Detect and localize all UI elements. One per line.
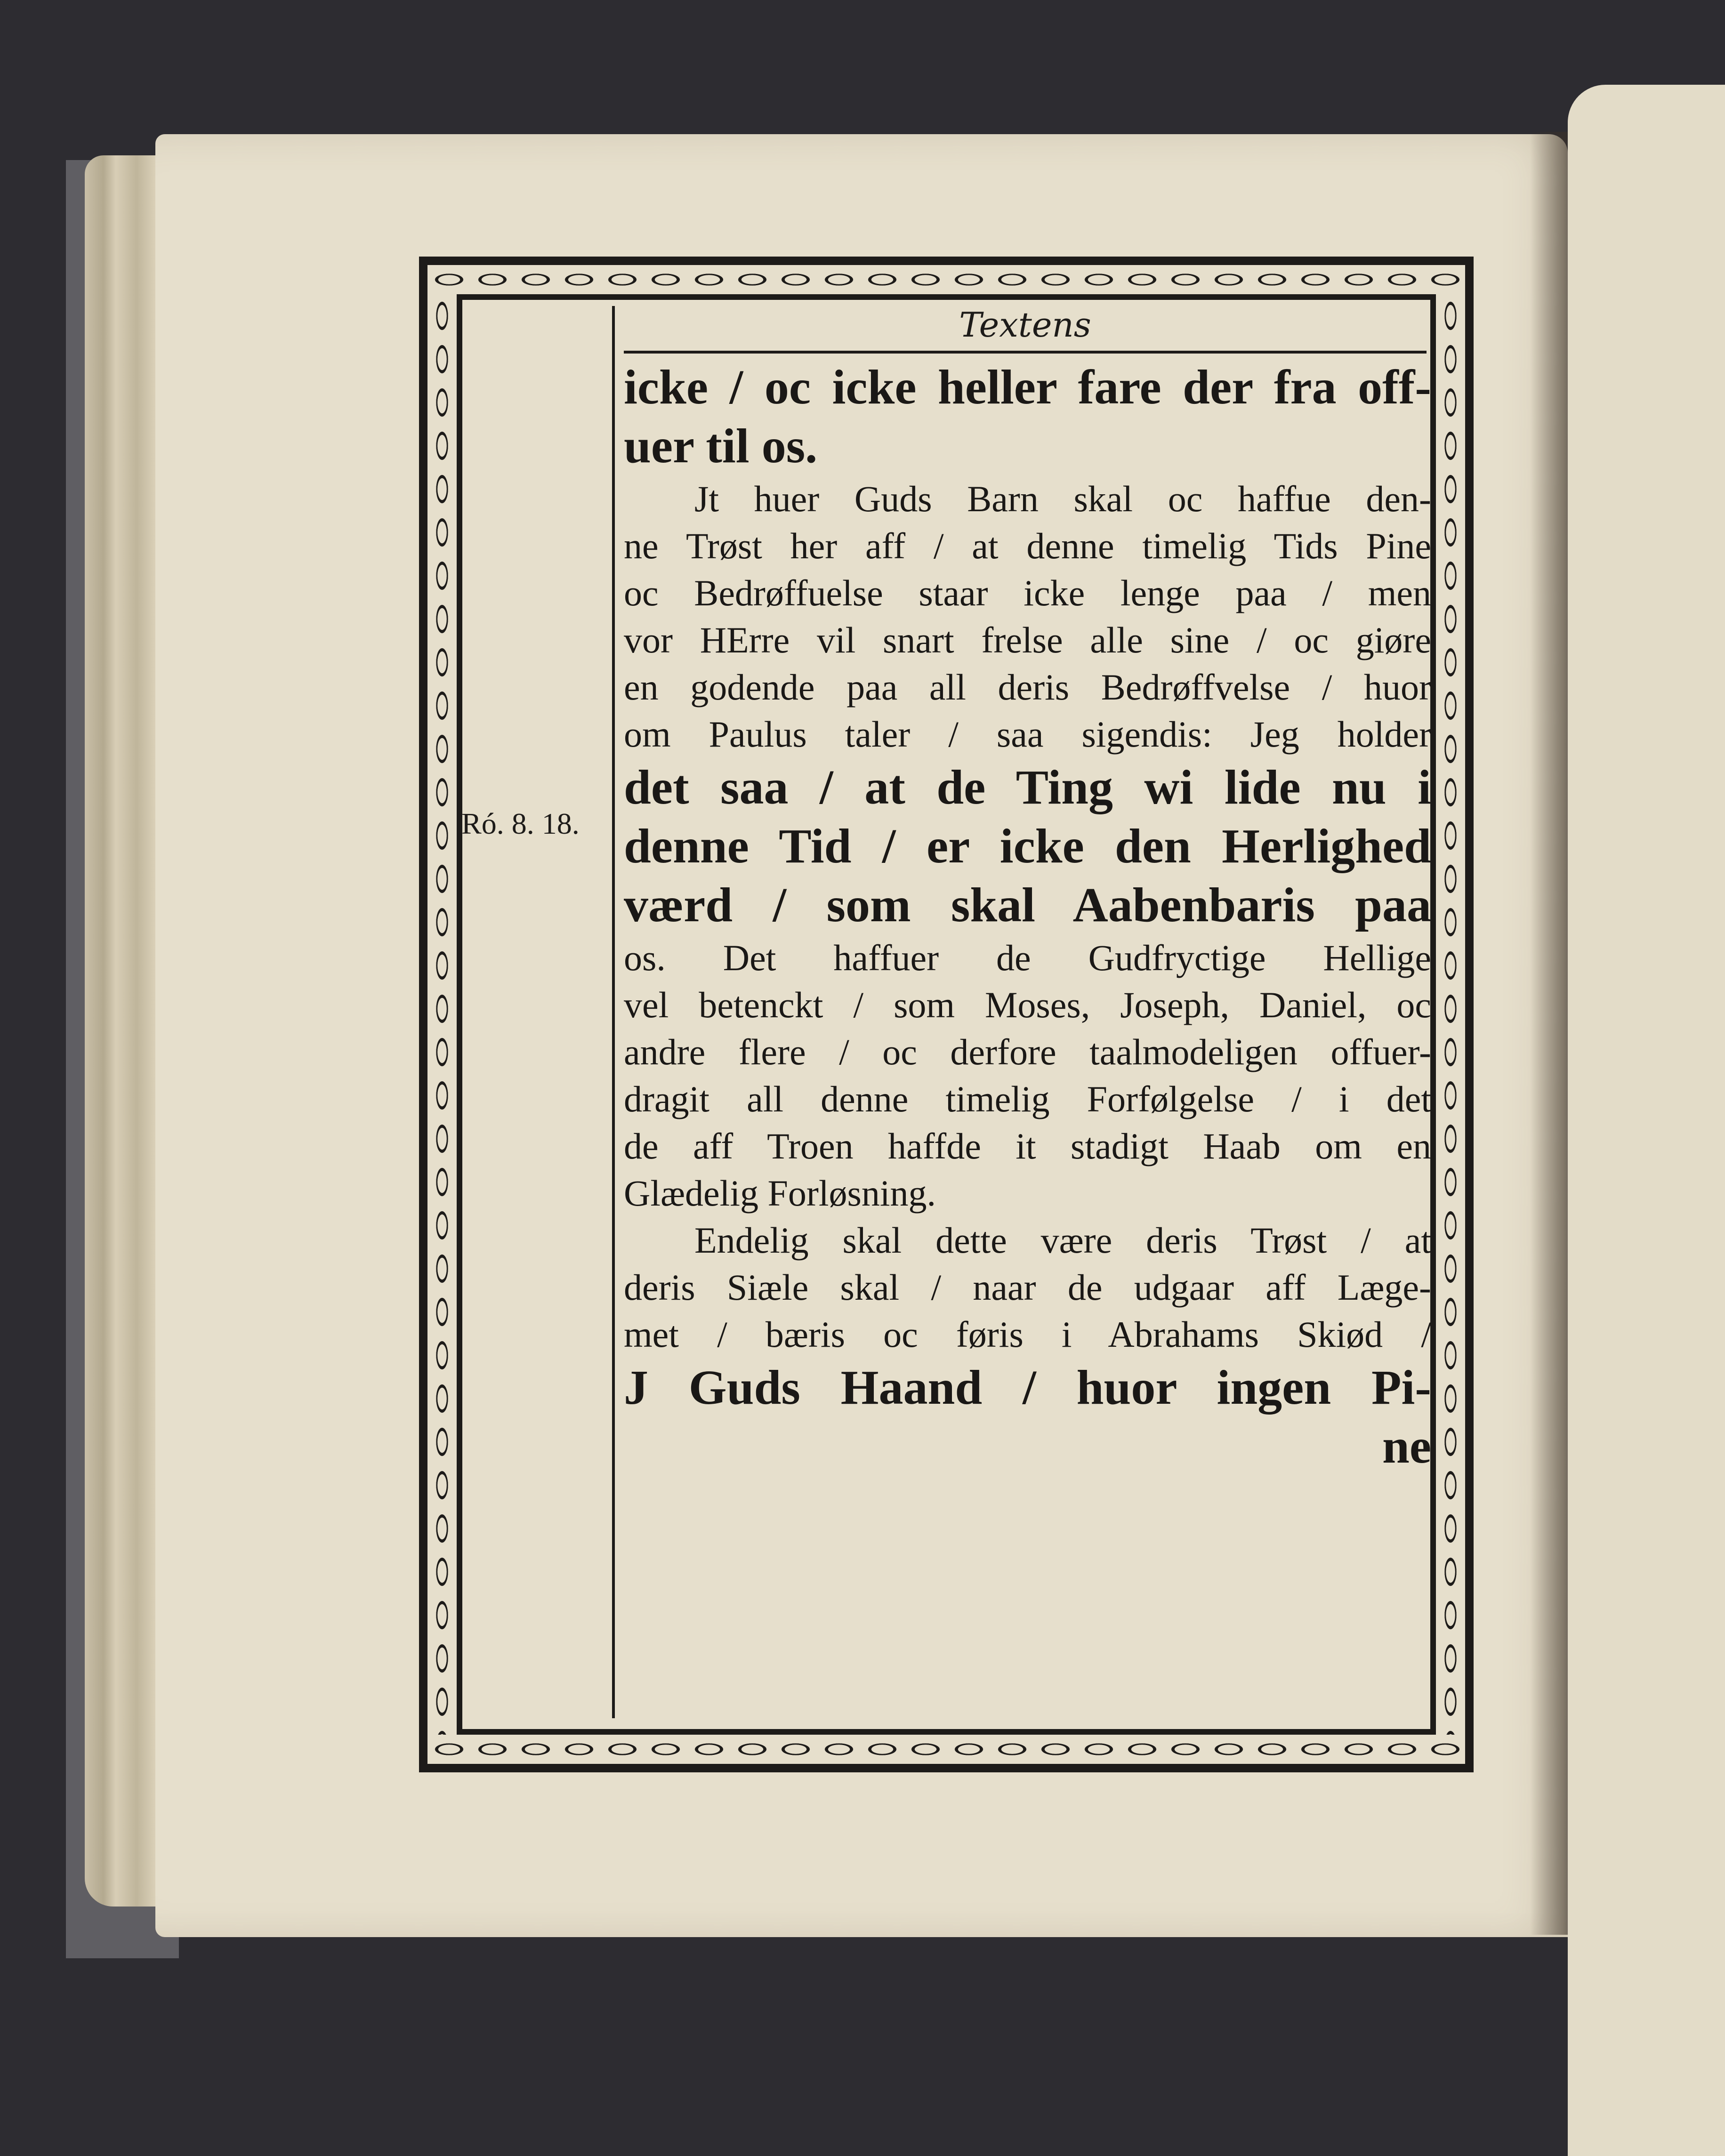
text-line: met / bæris oc føris i Abrahams Skiød / (624, 1314, 1431, 1355)
right-page-partial (1568, 85, 1725, 2156)
text-line: dragit all denne timelig Forfølgelse / i det (624, 1078, 1431, 1119)
text-line: Glædelig Forløsning. (624, 1173, 936, 1214)
text-line: de aff Troen haffde it stadigt Haab om en (624, 1126, 1431, 1166)
text-line: J Guds Haand / huor ingen Pi- (624, 1360, 1431, 1415)
text-line: oc Bedrøffuelse staar icke lenge paa / men (624, 572, 1431, 613)
text-line: vor HErre vil snart frelse alle sine / oc giøre (624, 619, 1431, 660)
running-head: Textens (959, 305, 1091, 345)
ornament-border-bottom (427, 1735, 1465, 1764)
text-line: andre flere / oc derfore taalmodeligen offuer- (624, 1031, 1431, 1072)
marginal-reference: Ró. 8. 18. (461, 807, 580, 840)
margin-column-rule (612, 306, 615, 1718)
text-line: uer til os. (624, 419, 818, 473)
text-line: deris Siæle skal / naar de udgaar aff Læge- (624, 1267, 1431, 1308)
text-line: icke / oc icke heller fare der fra off- (624, 360, 1431, 414)
text-line: Jt huer Guds Barn skal oc haffue den- (694, 478, 1431, 519)
text-line: ne (1382, 1419, 1431, 1473)
ornament-border-right (1436, 294, 1465, 1735)
ornament-border-left (427, 294, 457, 1735)
text-line: en godende paa all deris Bedrøffvelse / huor (624, 667, 1431, 708)
text-line: værd / som skal Aabenbaris paa (624, 878, 1431, 932)
text-line: Endelig skal dette være deris Trøst / at (694, 1220, 1431, 1261)
body-text (624, 358, 1431, 1714)
text-line: vel betenckt / som Moses, Joseph, Daniel, oc (624, 984, 1431, 1025)
running-head-rule (624, 351, 1427, 354)
text-line: denne Tid / er icke den Herlighed (624, 819, 1431, 873)
ornament-border-top (427, 265, 1465, 294)
text-line: os. Det haffuer de Gudfryctige Hellige (624, 937, 1431, 978)
text-line: ne Trøst her aff / at denne timelig Tids Pine (624, 525, 1431, 566)
text-line: om Paulus taler / saa sigendis: Jeg holder (624, 714, 1431, 755)
text-line: det saa / at de Ting wi lide nu i (624, 760, 1431, 814)
